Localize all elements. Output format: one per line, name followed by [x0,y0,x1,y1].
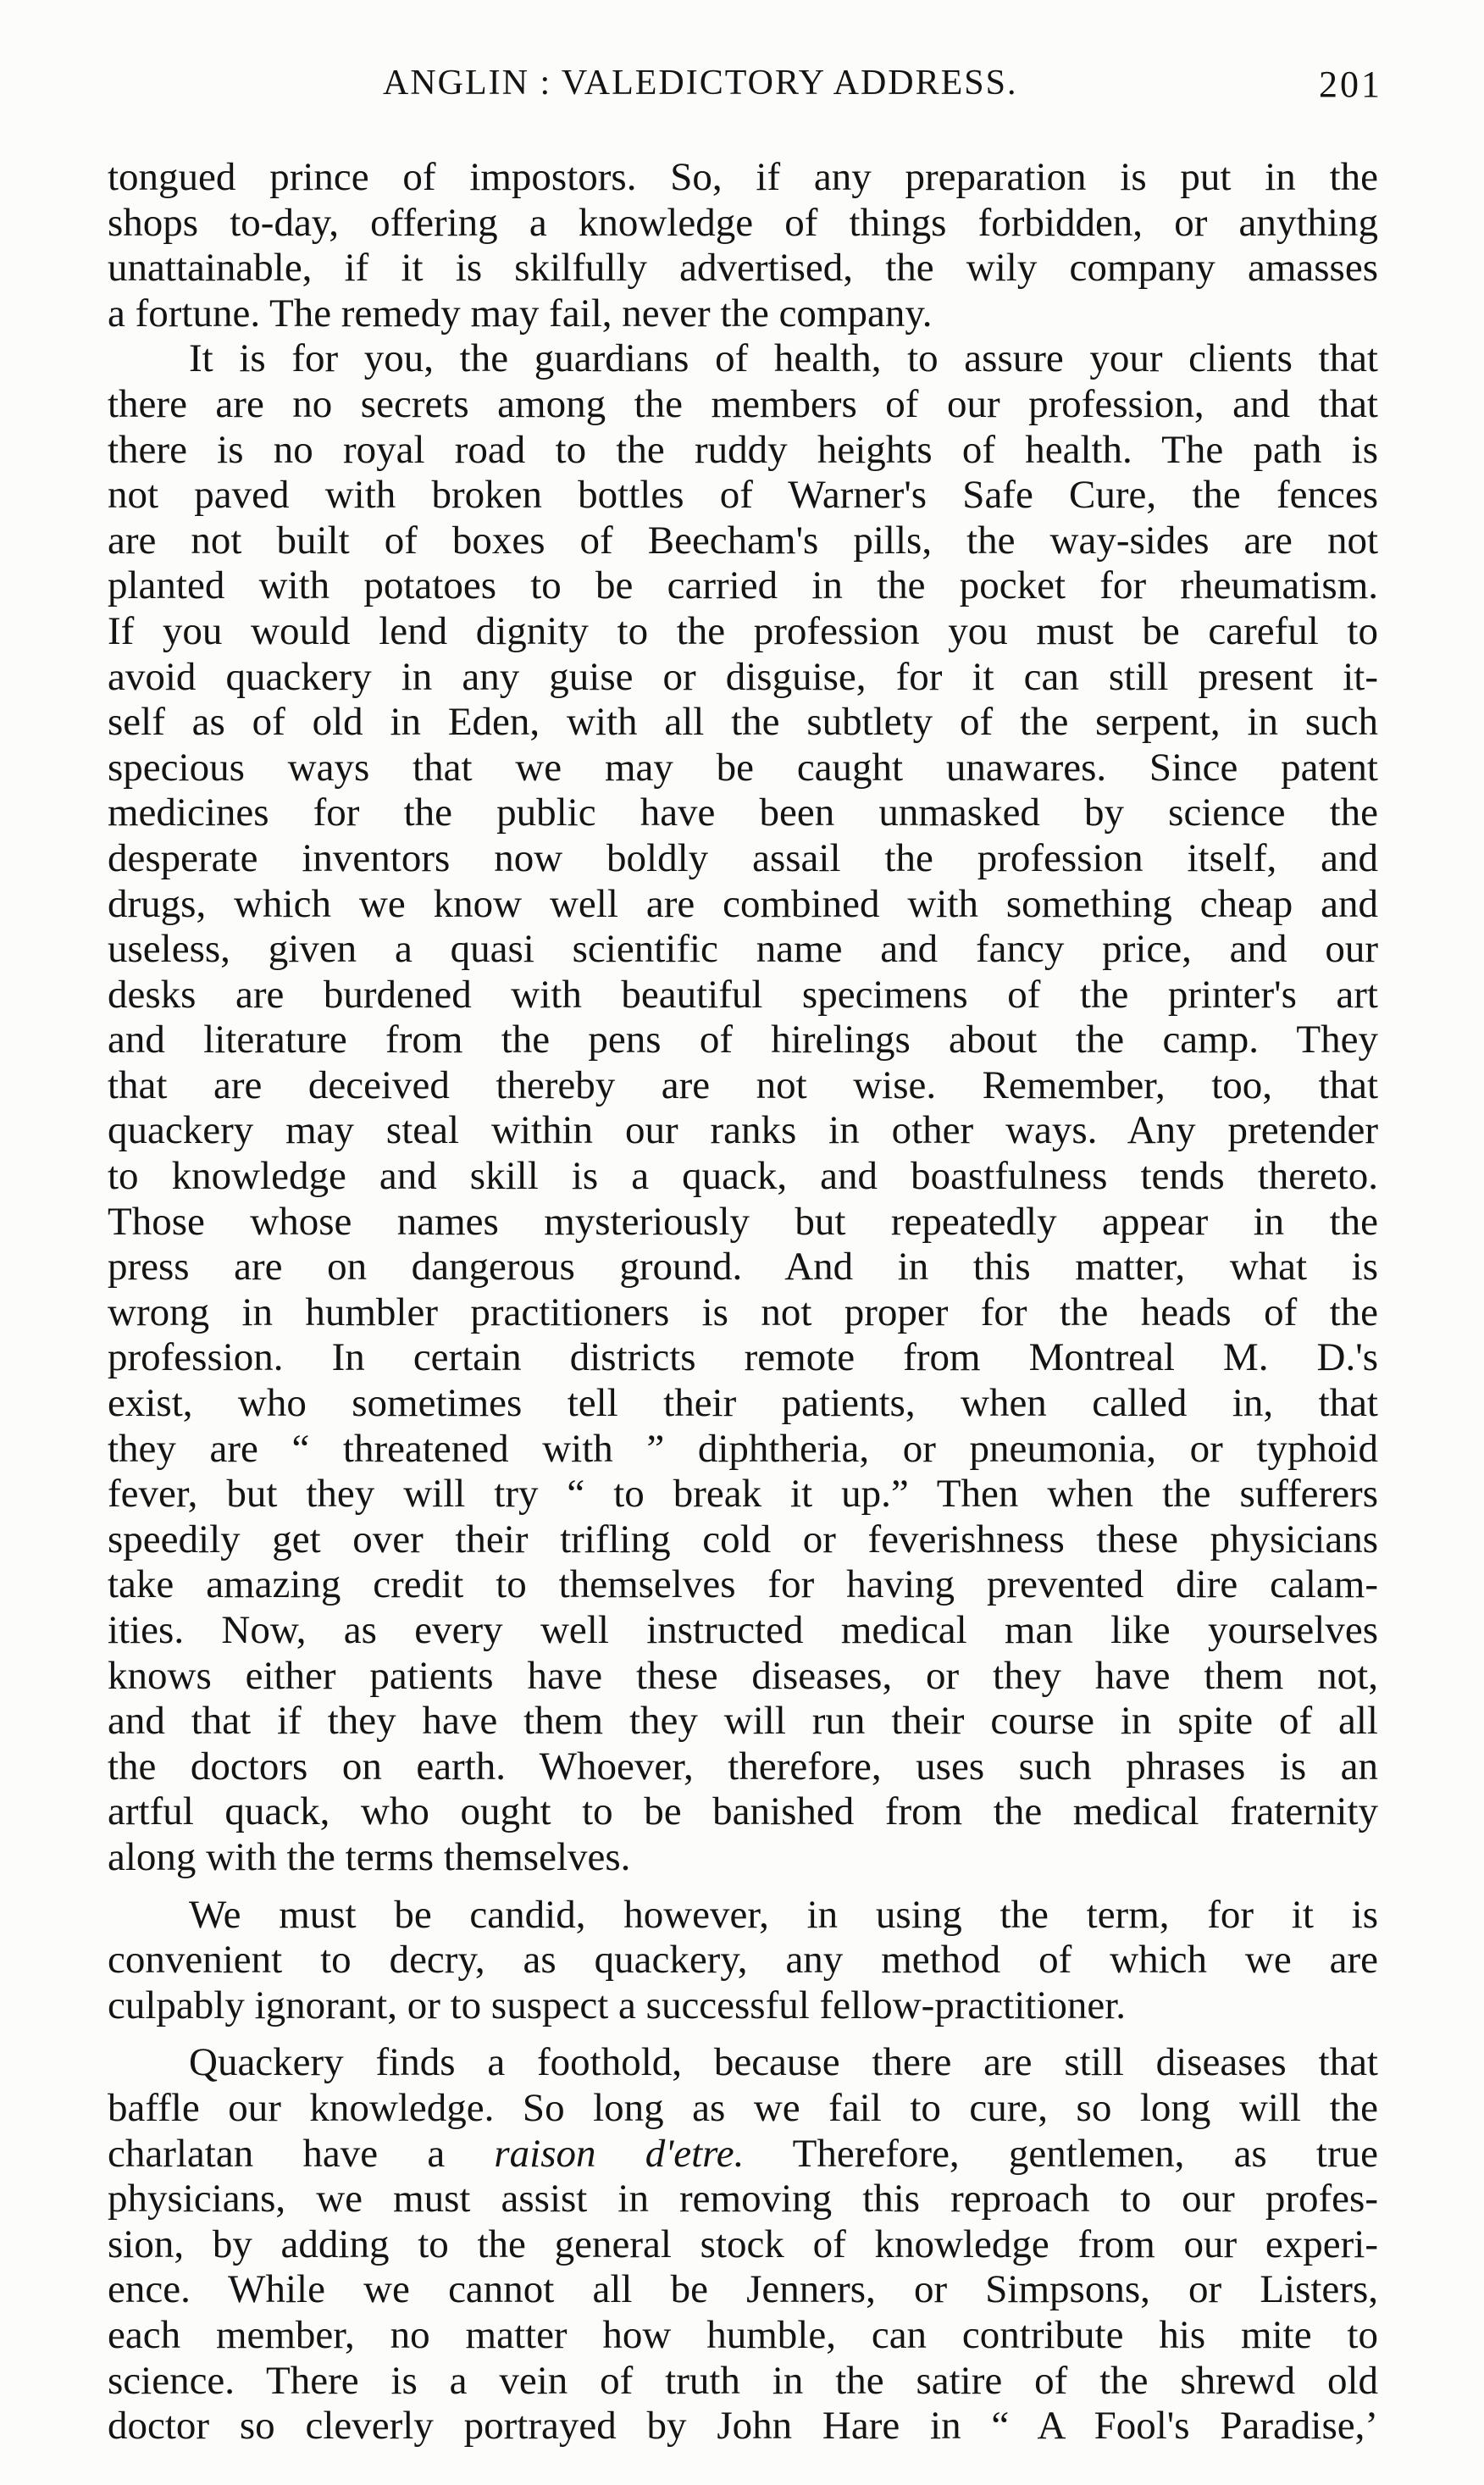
text-line: wrong in humbler practitioners is not proper for the heads of the [108,1290,1378,1334]
text-line: speedily get over their trifling cold or feverishness these physicians [108,1517,1378,1561]
text-line: physicians, we must assist in removing this reproach to our profes- [108,2177,1378,2222]
text-line: ence. While we cannot all be Jenners, or Simpsons, or Listers, [108,2267,1378,2312]
text-line: baffle our knowledge. So long as we fail to cure, so long will the [108,2085,1378,2130]
body-text [108,155,1378,2449]
text-line: are not built of boxes of Beecham's pills, the way-sides are not [108,518,1378,563]
text-line: to knowledge and skill is a quack, and boastfulness tends thereto. [108,1154,1378,1199]
text-line: doctor so cleverly portrayed by John Hare in “ A Fool's Paradise,’ [108,2404,1378,2449]
text-line: profession. In certain districts remote from Montreal M. D.'s [108,1335,1378,1380]
text-line: quackery may steal within our ranks in other ways. Any pretender [108,1108,1378,1153]
text-line: shops to-day, offering a knowledge of things forbidden, or anything [108,200,1378,245]
text-line: desperate inventors now boldly assail the profession itself, and [108,835,1378,880]
text-line: a fortune. The remedy may fail, never the company. [108,291,933,336]
text-line: convenient to decry, as quackery, any method of which we are [108,1938,1378,1983]
text-line: drugs, which we know well are combined with something cheap and [108,881,1378,926]
text-line: along with the terms themselves. [108,1834,631,1879]
text-line: science. There is a vein of truth in the satire of the shrewd old [108,2358,1378,2403]
text-line: there is no royal road to the ruddy heights of health. The path is [108,427,1378,472]
text-line: desks are burdened with beautiful specimens of the printer's art [108,972,1378,1017]
text-line: self as of old in Eden, with all the subtlety of the serpent, in such [108,700,1378,745]
text-line: press are on dangerous ground. And in this matter, what is [108,1245,1378,1290]
text-line: It is for you, the guardians of health, to assure your clients that [189,336,1378,381]
italic-phrase: raison d'etre. [494,2131,745,2176]
text-line: fever, but they will try “ to break it up.” Then when the sufferers [108,1472,1378,1517]
text-segment: Therefore, gentlemen, as true [744,2131,1378,2176]
text-line: each member, no matter how humble, can contribute his mite to [108,2312,1378,2357]
text-line [108,2132,1378,2177]
page-number: 201 [1319,64,1382,105]
text-line: not paved with broken bottles of Warner's Safe Cure, the fences [108,473,1378,518]
text-line: planted with potatoes to be carried in the pocket for rheumatism. [108,563,1378,608]
text-segment: charlatan have a [108,2131,495,2176]
text-line: Quackery finds a foothold, because there are still diseases that [189,2040,1378,2085]
text-line: medicines for the public have been unmasked by science the [108,790,1378,835]
text-line: unattainable, if it is skilfully advertised, the wily company amasses [108,246,1378,291]
text-line: culpably ignorant, or to suspect a successful fellow-practitioner. [108,1983,1127,2027]
text-line: artful quack, who ought to be banished from the medical fraternity [108,1789,1378,1834]
text-line: useless, given a quasi scientific name and fancy price, and our [108,927,1378,972]
text-line: there are no secrets among the members of our profession, and that [108,381,1378,426]
text-line: and literature from the pens of hirelings about the camp. They [108,1018,1378,1062]
text-line: We must be candid, however, in using the term, for it is [189,1892,1378,1937]
text-line: and that if they have them they will run their course in spite of all [108,1699,1378,1744]
text-line: If you would lend dignity to the profession you must be careful to [108,608,1378,653]
text-line: exist, who sometimes tell their patients, when called in, that [108,1381,1378,1426]
running-head-title: ANGLIN : VALEDICTORY ADDRESS. [383,64,1018,103]
text-line: ities. Now, as every well instructed medical man like yourselves [108,1608,1378,1652]
text-line: that are deceived thereby are not wise. Remember, too, that [108,1062,1378,1107]
text-line: the doctors on earth. Whoever, therefore, uses such phrases is an [108,1744,1378,1789]
text-line: avoid quackery in any guise or disguise, for it can still present it- [108,654,1378,699]
text-line: tongued prince of impostors. So, if any preparation is put in the [108,155,1378,199]
text-line: Those whose names mysteriously but repeatedly appear in the [108,1199,1378,1244]
text-line: take amazing credit to themselves for having prevented dire calam- [108,1562,1378,1607]
text-line: they are “ threatened with ” diphtheria, or pneumonia, or typhoid [108,1426,1378,1471]
text-line: knows either patients have these diseases, or they have them not, [108,1653,1378,1698]
text-line: sion, by adding to the general stock of knowledge from our experi- [108,2222,1378,2266]
text-line: specious ways that we may be caught unawares. Since patent [108,745,1378,790]
running-head [103,63,1382,114]
